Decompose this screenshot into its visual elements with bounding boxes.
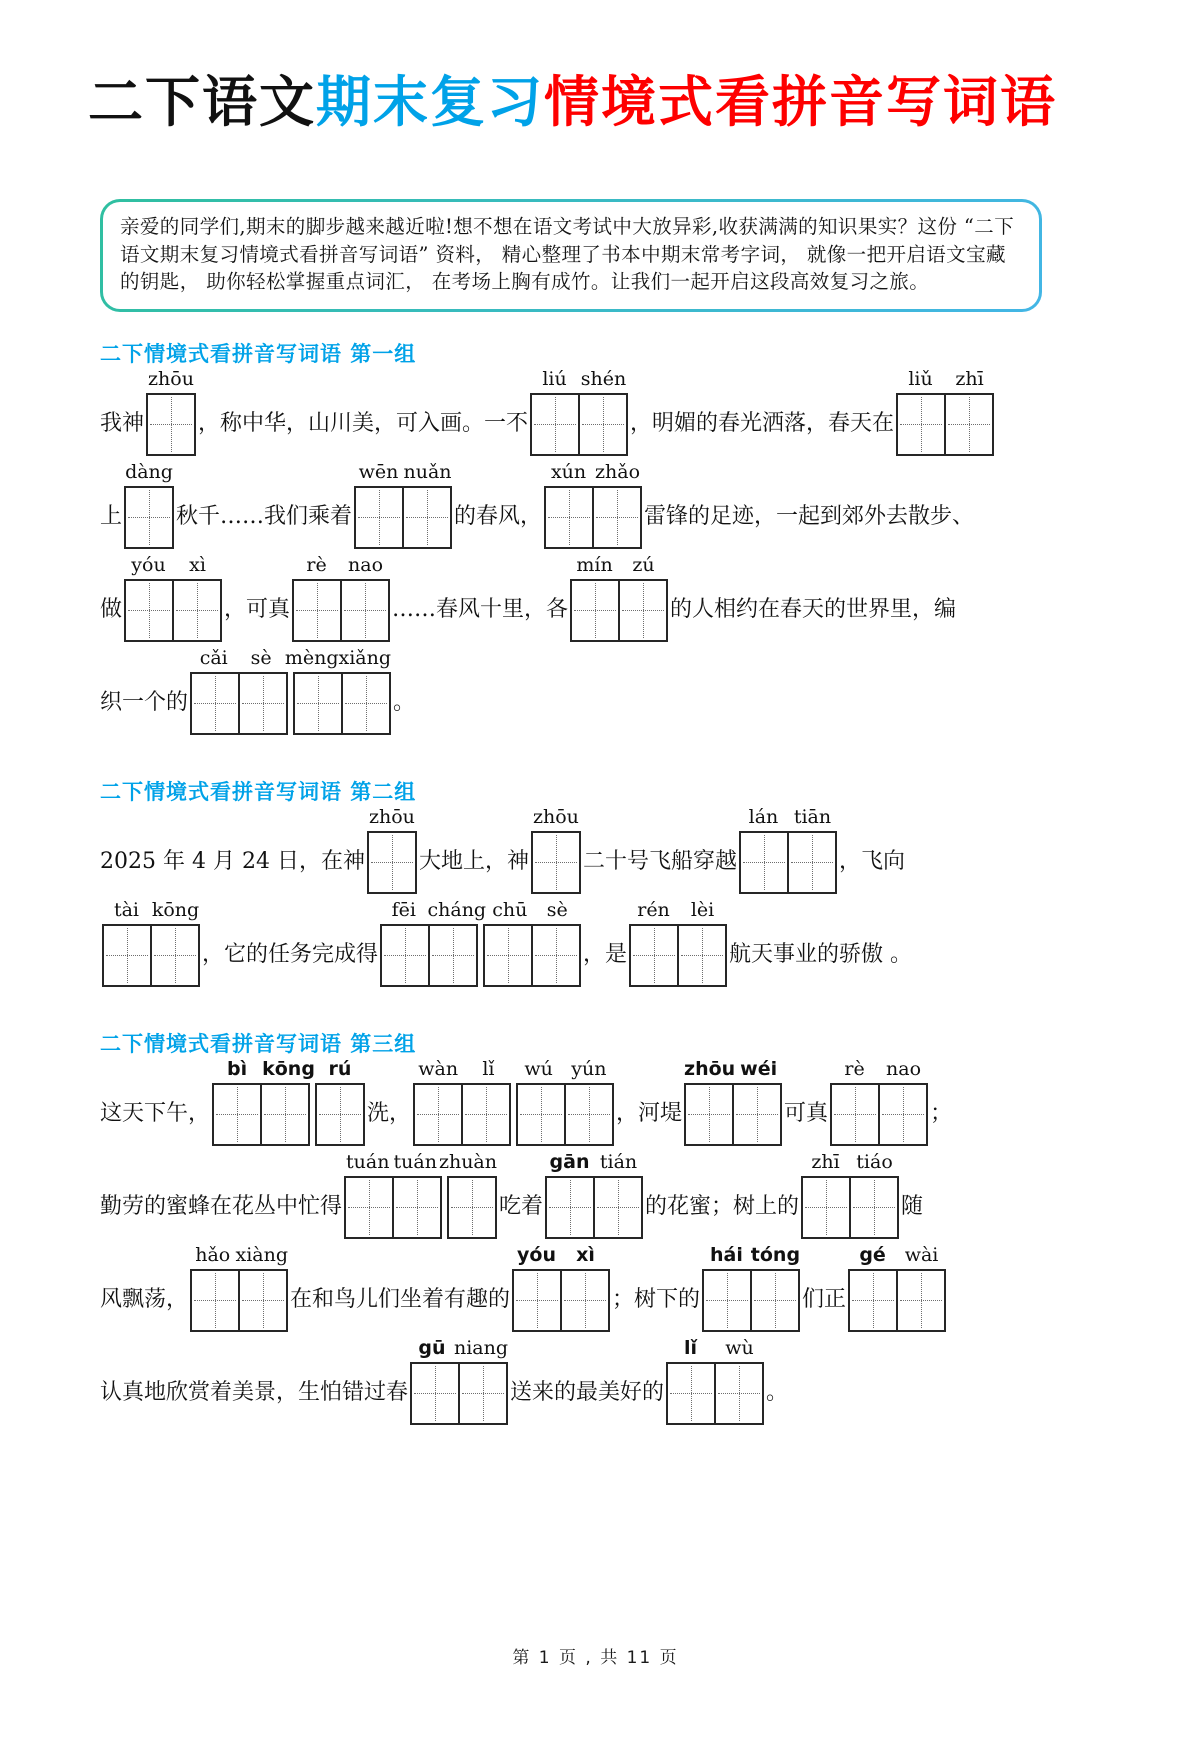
writing-cell — [260, 1085, 308, 1144]
answer-box-group — [702, 1243, 801, 1332]
text-run: 航天事业的骄傲 。 — [729, 942, 913, 968]
writing-box — [354, 486, 452, 549]
pinyin-syllable: lǐ — [684, 1336, 698, 1359]
answer-box-group — [413, 1057, 614, 1146]
writing-cell — [402, 488, 450, 547]
writing-cell — [531, 926, 579, 985]
writing-box — [848, 1269, 946, 1332]
writing-cell — [150, 926, 198, 985]
pinyin-syllable: lán — [748, 805, 779, 828]
pinyin-label — [896, 369, 994, 390]
writing-box — [380, 924, 478, 987]
pinyin-syllable: gū — [418, 1336, 446, 1359]
text-run: 二十号飞船穿越 — [582, 849, 737, 875]
pinyin-syllable: zhī — [955, 367, 984, 390]
answer-box-group — [344, 1150, 498, 1239]
pinyin-syllable: yóu — [517, 1243, 557, 1266]
text-run: 送来的最美好的 — [510, 1380, 665, 1406]
writing-box — [146, 393, 196, 456]
writing-cell — [578, 395, 626, 454]
writing-cell — [192, 1271, 238, 1330]
text-run: 秋千……我们乘着 — [176, 504, 353, 530]
worksheet — [100, 338, 1091, 1440]
writing-box — [545, 1176, 643, 1239]
pinyin-label — [702, 1245, 800, 1266]
answer-box-group — [830, 1057, 928, 1146]
answer-box-group — [124, 553, 222, 642]
writing-box — [684, 1083, 782, 1146]
writing-box — [516, 1083, 614, 1146]
writing-box — [512, 1269, 610, 1332]
pinyin-syllable: tiān — [793, 805, 832, 828]
section-heading: 二下情境式看拼音写词语 第二组 — [100, 779, 417, 804]
answer-box-group — [801, 1150, 899, 1239]
answer-box-group — [848, 1243, 946, 1332]
writing-cell — [618, 581, 666, 640]
answer-box-group — [124, 460, 174, 549]
writing-cell — [592, 488, 640, 547]
writing-cell — [415, 1085, 461, 1144]
pinyin-syllable: hǎo — [195, 1243, 231, 1266]
pinyin-syllable: nao — [886, 1057, 922, 1080]
pinyin-label — [102, 900, 200, 921]
intro-box — [100, 199, 1042, 312]
pinyin-syllable: sè — [546, 898, 568, 921]
text-run: 2025 年 4 月 24 日，在神 — [100, 849, 365, 875]
text-run: 随 — [901, 1194, 924, 1220]
pinyin-syllable: wàn — [418, 1057, 459, 1080]
pinyin-syllable: cháng — [427, 898, 487, 921]
text-run: 这天下午， — [100, 1101, 211, 1127]
pinyin-syllable: rè — [844, 1057, 865, 1080]
text-run: 。 — [766, 1380, 789, 1406]
answer-box-group — [629, 898, 727, 987]
pinyin-syllable: tài — [113, 898, 140, 921]
worksheet-line — [100, 646, 1091, 750]
pinyin-syllable: wài — [904, 1243, 939, 1266]
writing-cell — [214, 1085, 260, 1144]
answer-box-group — [512, 1243, 610, 1332]
pinyin-syllable: rén — [637, 898, 670, 921]
pinyin-syllable: fēi — [391, 898, 416, 921]
worksheet-line — [100, 805, 1091, 909]
answer-box-group — [367, 805, 417, 894]
writing-box — [896, 393, 994, 456]
writing-box — [102, 924, 200, 987]
writing-cell — [564, 1085, 612, 1144]
writing-cell — [532, 395, 578, 454]
answer-box-group — [739, 805, 837, 894]
pinyin-syllable: tuán — [393, 1150, 437, 1173]
text-run: 的人相约在春天的世界里，编 — [670, 597, 957, 623]
pinyin-label — [344, 1152, 497, 1173]
worksheet-line — [100, 553, 1091, 657]
writing-box — [530, 393, 628, 456]
text-run: 在和鸟儿们坐着有趣的 — [290, 1287, 511, 1313]
writing-box — [531, 831, 581, 894]
answer-box-group — [380, 898, 581, 987]
answer-box-group — [570, 553, 668, 642]
text-run: 勤劳的蜜蜂在花丛中忙得 — [100, 1194, 343, 1220]
pinyin-label — [666, 1338, 764, 1359]
pinyin-syllable: shén — [580, 367, 627, 390]
pinyin-label — [629, 900, 727, 921]
pinyin-syllable: kōng — [262, 1057, 315, 1080]
writing-box — [190, 1269, 288, 1332]
pinyin-syllable: mèng — [284, 646, 339, 669]
writing-cell — [104, 926, 150, 985]
text-run: 上 — [100, 504, 123, 530]
writing-box — [629, 924, 727, 987]
pinyin-syllable: rè — [306, 553, 327, 576]
answer-box-group — [545, 1150, 643, 1239]
text-run: 。 — [393, 690, 416, 716]
pinyin-syllable: gé — [859, 1243, 886, 1266]
answer-box-group — [102, 898, 200, 987]
pinyin-label — [190, 648, 391, 669]
writing-cell — [461, 1085, 509, 1144]
text-run: ，明媚的春光洒落，春天在 — [630, 411, 895, 437]
page-title-part-blue: 期末复习 — [316, 69, 545, 134]
answer-box-group — [531, 805, 581, 894]
writing-box — [124, 486, 174, 549]
pinyin-label — [544, 462, 642, 483]
writing-box — [544, 486, 642, 549]
writing-cell — [547, 1178, 593, 1237]
pinyin-label — [124, 462, 174, 483]
text-run: 大地上，神 — [418, 849, 529, 875]
pinyin-syllable: rú — [328, 1057, 352, 1080]
writing-cell — [392, 1178, 440, 1237]
answer-box-group — [212, 1057, 365, 1146]
text-run: ……春风十里，各 — [392, 597, 569, 623]
text-run: ； — [930, 1101, 953, 1127]
text-run: 的春风， — [454, 504, 543, 530]
writing-cell — [356, 488, 402, 547]
writing-cell — [485, 926, 531, 985]
writing-cell — [369, 833, 415, 892]
pinyin-syllable: hái — [709, 1243, 743, 1266]
text-run: 我神 — [100, 411, 145, 437]
pinyin-syllable: dàng — [125, 460, 173, 483]
writing-cell — [412, 1364, 458, 1423]
page-title-part-black: 二下语文 — [88, 69, 317, 134]
text-run: 织一个的 — [100, 690, 189, 716]
writing-cell — [593, 1178, 641, 1237]
writing-cell — [686, 1085, 732, 1144]
writing-cell — [341, 674, 389, 733]
writing-cell — [878, 1085, 926, 1144]
pinyin-syllable: wù — [725, 1336, 754, 1359]
text-run: 可真 — [784, 1101, 829, 1127]
writing-cell — [428, 926, 476, 985]
writing-box — [367, 831, 417, 894]
writing-cell — [849, 1178, 897, 1237]
pinyin-syllable: cǎi — [199, 646, 228, 669]
pinyin-syllable: zhǎo — [595, 460, 641, 483]
writing-cell — [714, 1364, 762, 1423]
writing-cell — [803, 1178, 849, 1237]
text-run: 雷锋的足迹，一起到郊外去散步、 — [644, 504, 975, 530]
writing-box — [413, 1083, 511, 1146]
writing-cell — [238, 1271, 286, 1330]
writing-box — [739, 831, 837, 894]
text-run: 洗， — [367, 1101, 412, 1127]
pinyin-label — [367, 807, 417, 828]
pinyin-syllable: mín — [576, 553, 613, 576]
pinyin-syllable: niang — [453, 1336, 509, 1359]
writing-cell — [704, 1271, 750, 1330]
writing-cell — [560, 1271, 608, 1330]
writing-cell — [295, 674, 341, 733]
writing-cell — [787, 833, 835, 892]
text-run: ，河堤 — [616, 1101, 683, 1127]
text-run: 认真地欣赏着美景，生怕错过春 — [100, 1380, 409, 1406]
writing-cell — [294, 581, 340, 640]
text-run: 的花蜜；树上的 — [645, 1194, 800, 1220]
pinyin-syllable: yóu — [131, 553, 166, 576]
writing-cell — [533, 833, 579, 892]
pinyin-syllable: xiàng — [235, 1243, 289, 1266]
writing-cell — [126, 488, 172, 547]
pinyin-syllable: lèi — [690, 898, 715, 921]
pinyin-syllable: xì — [189, 553, 206, 576]
pinyin-syllable: zhōu — [533, 805, 579, 828]
writing-cell — [668, 1364, 714, 1423]
worksheet-line — [100, 460, 1091, 564]
pinyin-syllable: zhōu — [148, 367, 194, 390]
writing-cell — [382, 926, 428, 985]
pinyin-syllable: xún — [550, 460, 587, 483]
pinyin-syllable: lǐ — [482, 1057, 495, 1080]
answer-box-group — [896, 367, 994, 456]
writing-cell — [850, 1271, 896, 1330]
worksheet-line — [100, 1150, 1091, 1254]
pinyin-syllable: yún — [571, 1057, 607, 1080]
writing-cell — [750, 1271, 798, 1330]
pinyin-label — [570, 555, 668, 576]
text-run: ；树下的 — [612, 1287, 701, 1313]
section-heading: 二下情境式看拼音写词语 第三组 — [100, 1031, 417, 1056]
answer-box-group — [354, 460, 452, 549]
worksheet-line — [100, 898, 1091, 1002]
writing-box — [447, 1176, 497, 1239]
pinyin-syllable: zhuàn — [438, 1150, 498, 1173]
writing-box — [830, 1083, 928, 1146]
writing-box — [666, 1362, 764, 1425]
pinyin-syllable: xì — [576, 1243, 595, 1266]
writing-box — [702, 1269, 800, 1332]
writing-box — [570, 579, 668, 642]
pinyin-label — [212, 1059, 365, 1080]
pinyin-syllable: wēn — [358, 460, 399, 483]
answer-box-group — [190, 646, 392, 735]
writing-cell — [192, 674, 238, 733]
pinyin-syllable: kōng — [151, 898, 200, 921]
pinyin-syllable: tián — [599, 1150, 638, 1173]
worksheet-line — [100, 1243, 1091, 1347]
pinyin-syllable: zhōu — [684, 1057, 736, 1080]
pinyin-syllable: sè — [250, 646, 272, 669]
answer-box-group — [146, 367, 196, 456]
pinyin-syllable: wú — [524, 1057, 553, 1080]
pinyin-syllable: zhī — [811, 1150, 840, 1173]
page-title-part-red: 情境式看拼音写词语 — [544, 69, 1058, 134]
pinyin-syllable: zú — [632, 553, 655, 576]
writing-cell — [238, 674, 286, 733]
writing-cell — [832, 1085, 878, 1144]
pinyin-syllable: tiáo — [856, 1150, 893, 1173]
pinyin-label — [801, 1152, 899, 1173]
answer-box-group — [190, 1243, 289, 1332]
pinyin-syllable: tuán — [346, 1150, 390, 1173]
writing-box — [190, 672, 288, 735]
answer-box-group — [666, 1336, 764, 1425]
pinyin-syllable: gān — [549, 1150, 590, 1173]
text-run: 做 — [100, 597, 123, 623]
pinyin-syllable: zhōu — [368, 805, 415, 828]
writing-cell — [631, 926, 677, 985]
writing-cell — [449, 1178, 495, 1237]
pinyin-syllable: liú — [542, 367, 567, 390]
writing-cell — [458, 1364, 506, 1423]
pinyin-label — [545, 1152, 643, 1173]
pinyin-label — [354, 462, 452, 483]
writing-box — [410, 1362, 508, 1425]
pinyin-label — [684, 1059, 782, 1080]
writing-box — [483, 924, 581, 987]
pinyin-label — [830, 1059, 928, 1080]
section-heading: 二下情境式看拼音写词语 第一组 — [100, 341, 417, 366]
answer-box-group — [410, 1336, 509, 1425]
pinyin-syllable: chū — [492, 898, 528, 921]
pinyin-label — [146, 369, 196, 390]
text-run: ，可真 — [224, 597, 291, 623]
writing-cell — [546, 488, 592, 547]
writing-cell — [346, 1178, 392, 1237]
writing-cell — [340, 581, 388, 640]
writing-box — [292, 579, 390, 642]
writing-box — [124, 579, 222, 642]
answer-box-group — [530, 367, 628, 456]
answer-box-group — [544, 460, 642, 549]
pinyin-label — [739, 807, 837, 828]
worksheet-line — [100, 1336, 1091, 1440]
text-run: ，飞向 — [838, 849, 905, 875]
writing-cell — [148, 395, 194, 454]
pinyin-label — [530, 369, 628, 390]
pinyin-label — [124, 555, 222, 576]
writing-cell — [572, 581, 618, 640]
writing-cell — [172, 581, 220, 640]
text-run: ，是 — [583, 942, 628, 968]
writing-cell — [896, 1271, 944, 1330]
text-run: ，它的任务完成得 — [202, 942, 379, 968]
pinyin-syllable: liǔ — [908, 367, 933, 390]
writing-box — [315, 1083, 365, 1146]
pinyin-label — [848, 1245, 946, 1266]
writing-cell — [944, 395, 992, 454]
pinyin-syllable: nuǎn — [403, 460, 452, 483]
writing-cell — [317, 1085, 363, 1144]
writing-cell — [898, 395, 944, 454]
writing-box — [212, 1083, 310, 1146]
pinyin-syllable: tóng — [750, 1243, 801, 1266]
writing-cell — [126, 581, 172, 640]
pinyin-syllable: wéi — [740, 1057, 778, 1080]
worksheet-page — [0, 70, 1191, 1440]
writing-cell — [732, 1085, 780, 1144]
text-run: 们正 — [802, 1287, 847, 1313]
pinyin-label — [292, 555, 390, 576]
writing-box — [293, 672, 391, 735]
pinyin-label — [380, 900, 581, 921]
pinyin-syllable: bì — [227, 1057, 248, 1080]
writing-cell — [518, 1085, 564, 1144]
pinyin-label — [190, 1245, 288, 1266]
pinyin-label — [531, 807, 581, 828]
writing-box — [801, 1176, 899, 1239]
pinyin-syllable: xiǎng — [338, 646, 392, 669]
worksheet-line — [100, 367, 1091, 471]
pinyin-label — [413, 1059, 614, 1080]
writing-cell — [514, 1271, 560, 1330]
pinyin-label — [512, 1245, 610, 1266]
text-run: 吃着 — [499, 1194, 544, 1220]
pinyin-syllable: nao — [348, 553, 384, 576]
page-number-footer: 第 1 页 , 共 11 页 — [512, 1648, 679, 1668]
intro-text: 亲爱的同学们,期末的脚步越来越近啦!想不想在语文考试中大放异彩,收获满满的知识果实？这份 “二下语文期末复习情境式看拼音写词语” 资料， 精心整理了书本中期末常考字词， 就像一把开启语文宝藏的钥匙， 助你轻松掌握重点词汇， 在考场上胸有成竹。让我们一起开启这段高效复习之旅。 — [103, 202, 1039, 309]
writing-cell — [741, 833, 787, 892]
pinyin-label — [410, 1338, 508, 1359]
writing-cell — [677, 926, 725, 985]
answer-box-group — [292, 553, 390, 642]
page-title — [88, 70, 1091, 133]
answer-box-group — [684, 1057, 782, 1146]
text-run: 风飘荡， — [100, 1287, 189, 1313]
text-run: ，称中华，山川美，可入画。一不 — [198, 411, 529, 437]
writing-box — [344, 1176, 442, 1239]
worksheet-line — [100, 1057, 1091, 1161]
